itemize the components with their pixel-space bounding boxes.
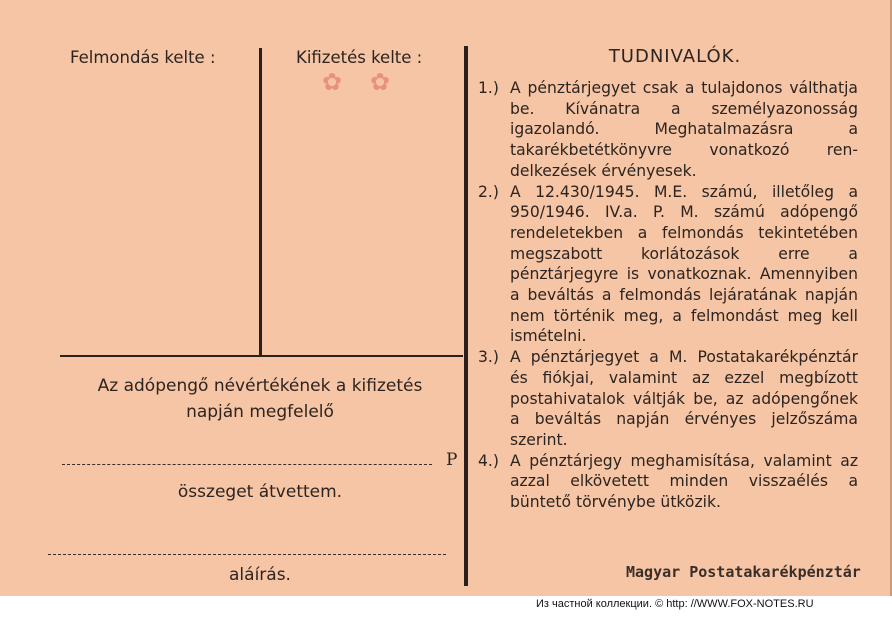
signature-line [48, 554, 446, 555]
note-text: A pénztárjegyet csak a tulajdonos válthatja be. Kívánatra a személyazonosság igazolandó. Meghatalmazásra a takarékbetétkönyvre vonatkozó rendelkezések érvényesek. [510, 79, 858, 180]
note-number: 1.) [478, 79, 499, 97]
note-item [478, 182, 858, 348]
receipt-text-line2: napján megfelelő [186, 402, 334, 422]
notice-date-label: Felmondás kelte : [70, 48, 216, 67]
signature-label: aláírás. [229, 565, 291, 585]
receipt-text-line1: Az adópengő névértékének a kifizetés [97, 376, 423, 396]
note-text: A 12.430/1945. M.E. számú, illetőleg a 950/1946. IV.a. P. M. számú adópengő rendeletekben a felmondás tekintetében megszabott korlátozások erre a pénztárjegyre is vonatkoznak. Amennyiben a beváltás a felmondás lejáratának napján nem történik meg, a felmondást meg kell ismételni. [510, 182, 858, 346]
amount-line [62, 464, 432, 465]
note-text: A pénztárjegyet a M. Postatakarékpénztár és fiókjai, valamint az ezzel megbízott postahivatalok váltják be, az adópengőnek a beváltás napján érvényes jelzőszáma szerint. [510, 348, 858, 449]
collection-footer [0, 596, 892, 617]
issuer-name: Magyar Postatakarékpénztár [626, 563, 861, 581]
rosette-stamp-icon: ✿ [369, 68, 391, 96]
footer-text: Из частной коллекции. © http: //WWW.FOX-NOTES.RU [536, 598, 814, 610]
main-divider [464, 46, 468, 586]
note-number: 3.) [478, 348, 499, 367]
note-number: 2.) [478, 182, 499, 201]
note-number: 4.) [478, 451, 499, 470]
note-text: A pénztárjegy meghamisítása, valamint az azzal elkövetett minden visszaélés a büntető törvénybe ütközik. [510, 451, 858, 512]
note-item [478, 451, 858, 513]
received-label: összeget átvettem. [177, 482, 343, 502]
note-item [478, 78, 858, 182]
notes-list [478, 78, 858, 513]
payment-date-label: Kifizetés kelte : [296, 48, 423, 67]
notes-title: TUDNIVALÓK. [608, 46, 742, 67]
p-mark: P [446, 450, 458, 470]
date-column-divider [259, 48, 262, 356]
rosette-stamp-icon: ✿ [321, 68, 343, 96]
section-divider [60, 355, 463, 357]
note-item [478, 347, 858, 451]
